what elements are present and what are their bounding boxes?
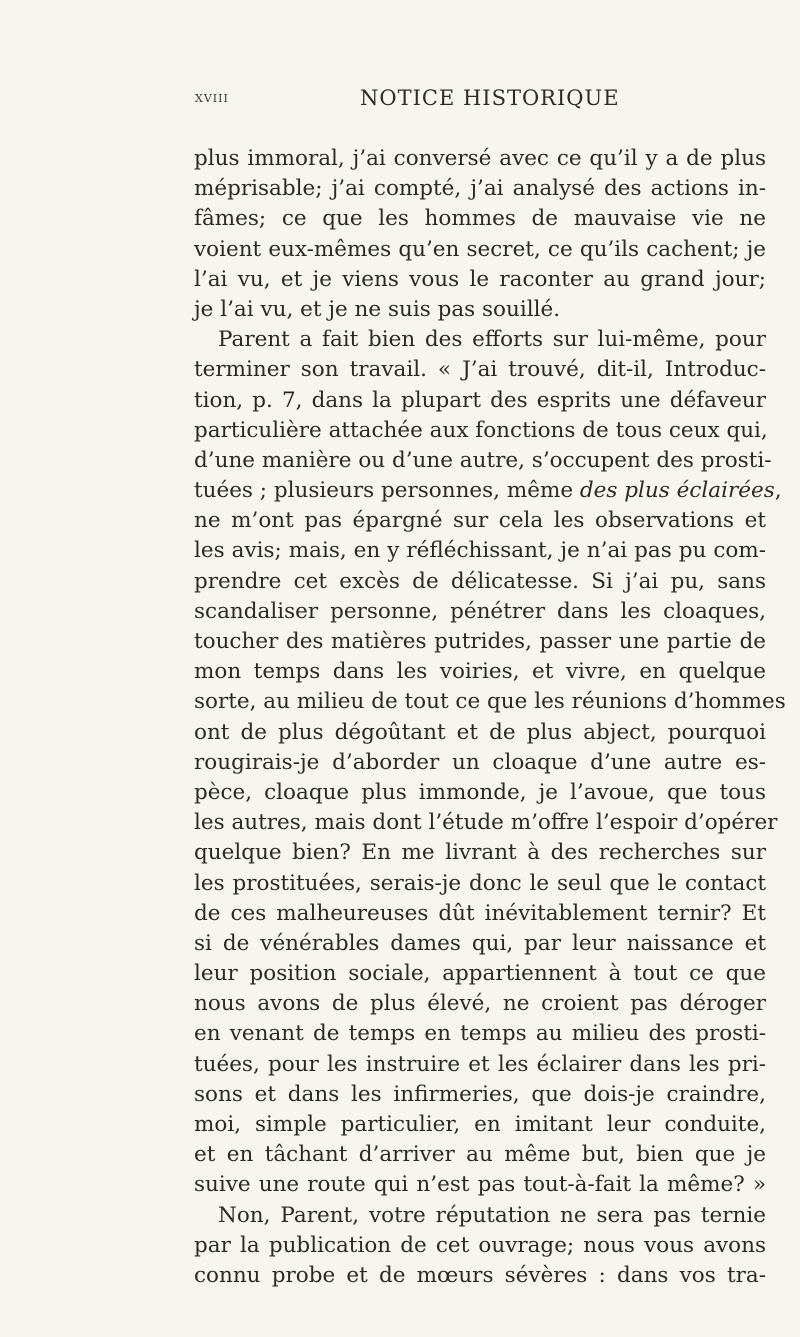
page-number: xviii [195,88,229,106]
text-line: et en tâchant d’arriver au même but, bien que je [194,1142,766,1168]
text-line: par la publication de cet ouvrage; nous vous avons [194,1232,766,1258]
text-line: Non, Parent, votre réputation ne sera pas ternie [218,1202,766,1228]
text-line: toucher des matières putrides, passer une partie de [194,629,766,654]
text-line: en venant de temps en temps au milieu des prosti- [194,1021,766,1047]
text-line: ne m’ont pas épargné sur cela les observations et [194,508,766,534]
text-line-with-italic [194,476,782,506]
text-line: plus immoral, j’ai conversé avec ce qu’il y a de plus [194,146,766,171]
text-line: méprisable; j’ai compté, j’ai analysé des actions in- [194,176,766,202]
text-line: ont de plus dégoûtant et de plus abject, pourquoi [194,719,766,745]
text-line: suive une route qui n’est pas tout-à-fait la même? » [194,1172,766,1198]
text-line: scandaliser personne, pénétrer dans les cloaques, [194,598,766,624]
text-line: tion, p. 7, dans la plupart des esprits une défaveur [194,387,766,413]
text-line: sorte, au milieu de tout ce que les réunions d’hommes [194,689,786,715]
running-title: NOTICE HISTORIQUE [360,86,620,110]
text-line: leur position sociale, appartiennent à tout ce que [194,961,766,987]
text-line: les autres, mais dont l’étude m’offre l’espoir d’opérer [194,810,778,836]
text-line: Parent a fait bien des efforts sur lui-même, pour [218,327,766,353]
text-line: voient eux-mêmes qu’en secret, ce qu’ils cachent; je [194,236,766,262]
text-line: quelque bien? En me livrant à des recherches sur [194,840,766,866]
text-line: les prostituées, serais-je donc le seul que le contact [194,870,766,896]
text-body [194,144,786,1291]
text-line: d’une manière ou d’une autre, s’occupent des prosti- [194,447,772,473]
text-line: fâmes; ce que les hommes de mauvaise vie ne [194,206,766,232]
text-segment: tuées ; plusieurs personnes, même [194,478,574,504]
text-line: terminer son travail. « J’ai trouvé, dit-il, Introduc- [194,357,766,383]
text-line: moi, simple particulier, en imitant leur conduite, [194,1112,766,1137]
text-line: particulière attachée aux fonctions de tous ceux qui, [194,417,768,443]
text-line: rougirais-je d’aborder un cloaque d’une autre es- [194,749,766,775]
text-line: je l’ai vu, et je ne suis pas souillé. [194,296,561,322]
text-line: nous avons de plus élevé, ne croient pas déroger [194,991,766,1017]
text-line: connu probe et de mœurs sévères : dans vos tra- [194,1262,766,1288]
text-line: les avis; mais, en y réfléchissant, je n’ai pas pu com- [194,538,766,564]
text-line: de ces malheureuses dût inévitablement ternir? Et [194,900,766,926]
text-line: prendre cet excès de délicatesse. Si j’ai pu, sans [194,568,766,594]
text-line: mon temps dans les voiries, et vivre, en quelque [194,659,766,685]
text-line: tuées, pour les instruire et les éclairer dans les pri- [194,1051,766,1077]
text-line: l’ai vu, et je viens vous le raconter au grand jour; [194,266,766,292]
text-line: pèce, cloaque plus immonde, je l’avoue, que tous [194,779,766,805]
punctuation: , [774,478,782,504]
italic-phrase: des plus éclairées [579,478,775,504]
text-line: sons et dans les infirmeries, que dois-je craindre, [194,1081,766,1107]
running-head [195,86,755,116]
text-line: si de vénérables dames qui, par leur naissance et [194,930,766,956]
